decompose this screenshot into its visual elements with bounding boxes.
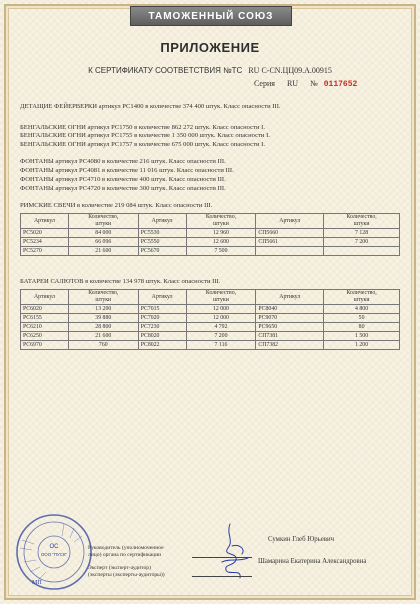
article-cell: РС6020 xyxy=(21,305,69,314)
quantity-cell: 80 xyxy=(324,323,400,332)
article-cell xyxy=(256,247,324,256)
column-header: Артикул xyxy=(138,290,186,305)
article-cell: РС5270 xyxy=(21,247,69,256)
table-row xyxy=(21,314,400,323)
table-row xyxy=(21,305,400,314)
series-value: RU xyxy=(286,79,299,88)
stamp-center-text: ООО "ПУСК" xyxy=(40,552,68,557)
series-line xyxy=(254,79,357,89)
quantity-cell: 50 xyxy=(324,314,400,323)
head-name: Сумкин Глеб Юрьевич xyxy=(268,536,335,543)
expert-signature-line xyxy=(192,576,252,577)
article-cell: РС5670 xyxy=(138,247,186,256)
series-label: Серия xyxy=(254,79,275,88)
line-fountain-3: ФОНТАНЫ артикул РС4710 в количестве 400 штук. Класс опасности III. xyxy=(20,176,226,183)
table-row xyxy=(21,323,400,332)
column-header: Количество, штуки xyxy=(324,290,400,305)
head-signature-line xyxy=(192,557,252,558)
table-row xyxy=(21,247,400,256)
quantity-cell: 66 096 xyxy=(68,238,138,247)
article-cell: РС5020 xyxy=(21,229,69,238)
line-fireworks: ДЕТАЩИЕ ФЕЙЕРВЕРКИ артикул РС1400 в количестве 374 400 штук. Класс опасности III. xyxy=(20,103,281,110)
expert-name: Шамарина Екатерина Александровна xyxy=(258,558,367,565)
line-fountain-2: ФОНТАНЫ артикул РС4081 в количестве 11 016 штук. Класс опасности III. xyxy=(20,167,234,174)
line-bengal-1: БЕНГАЛЬСКИЕ ОГНИ артикул РС1750 в количестве 862 272 штук. Класс опасности I. xyxy=(20,124,265,131)
quantity-cell: 7 500 xyxy=(186,247,256,256)
quantity-cell: 4 792 xyxy=(186,323,256,332)
article-cell: РС8040 xyxy=(256,305,324,314)
stamp-seal-icon xyxy=(14,512,94,592)
page-title: ПРИЛОЖЕНИЕ xyxy=(160,40,260,55)
certificate-reference xyxy=(0,66,420,75)
column-header: Артикул xyxy=(256,214,324,229)
quantity-cell: 4 800 xyxy=(324,305,400,314)
quantity-cell: 12 000 xyxy=(186,305,256,314)
quantity-cell: 1 500 xyxy=(324,332,400,341)
article-cell: РС5234 xyxy=(21,238,69,247)
article-cell: РС6970 xyxy=(21,341,69,350)
quantity-cell xyxy=(324,247,400,256)
quantity-cell: 13 200 xyxy=(68,305,138,314)
quantity-cell: 760 xyxy=(68,341,138,350)
quantity-cell: 39 880 xyxy=(68,314,138,323)
quantity-cell: 21 600 xyxy=(68,332,138,341)
article-cell: РС5550 xyxy=(138,238,186,247)
serial-no-label: № xyxy=(310,79,318,88)
article-cell: СП5660 xyxy=(256,229,324,238)
quantity-cell: 7 200 xyxy=(324,238,400,247)
article-cell: РС8022 xyxy=(138,341,186,350)
signature-icon xyxy=(208,518,258,588)
certificate-label: К СЕРТИФИКАТУ СООТВЕТСТВИЯ №ТС xyxy=(88,66,243,75)
quantity-cell: 12 000 xyxy=(186,314,256,323)
line-fountain-1: ФОНТАНЫ артикул РС4080 в количестве 216 штук. Класс опасности III. xyxy=(20,158,226,165)
quantity-cell: 84 000 xyxy=(68,229,138,238)
article-cell: СП7382 xyxy=(256,341,324,350)
quantity-cell: 7 128 xyxy=(324,229,400,238)
table-row xyxy=(21,341,400,350)
battery-heading: БАТАРЕИ САЛЮТОВ в количестве 134 978 штук. Класс опасности III. xyxy=(20,278,221,285)
article-cell: РС7230 xyxy=(138,323,186,332)
expert-title: Эксперт (эксперт-аудитор) (эксперты (эксперты-аудиторы)) xyxy=(88,565,165,578)
table-row xyxy=(21,332,400,341)
stamp-mp-text: МП xyxy=(32,580,42,586)
customs-union-banner: ТАМОЖЕННЫЙ СОЮЗ xyxy=(130,6,292,26)
serial-number: 0117652 xyxy=(323,80,358,89)
column-header: Артикул xyxy=(256,290,324,305)
line-bengal-3: БЕНГАЛЬСКИЕ ОГНИ артикул РС1757 в количестве 675 000 штук. Класс опасности I. xyxy=(20,141,265,148)
column-header: Количество, штуки xyxy=(68,290,138,305)
column-header: Количество, штуки xyxy=(186,214,256,229)
column-header: Количество, штуки xyxy=(324,214,400,229)
article-cell: РС7015 xyxy=(138,305,186,314)
table-row xyxy=(21,229,400,238)
stamp-top-text: ОС xyxy=(49,544,59,550)
column-header: Количество, штуки xyxy=(186,290,256,305)
column-header: Артикул xyxy=(21,214,69,229)
quantity-cell: 12 960 xyxy=(186,229,256,238)
quantity-cell: 7 116 xyxy=(186,341,256,350)
column-header: Артикул xyxy=(21,290,69,305)
battery-table xyxy=(20,289,400,350)
quantity-cell: 21 600 xyxy=(68,247,138,256)
article-cell: РС9070 xyxy=(256,314,324,323)
article-cell: РС5530 xyxy=(138,229,186,238)
article-cell: РС8020 xyxy=(138,332,186,341)
article-cell: РС9650 xyxy=(256,323,324,332)
quantity-cell: 28 800 xyxy=(68,323,138,332)
article-cell: СП5661 xyxy=(256,238,324,247)
column-header: Количество, штуки xyxy=(68,214,138,229)
quantity-cell: 1 200 xyxy=(324,341,400,350)
table-header-row xyxy=(21,290,400,305)
head-title: Руководитель (уполномоченное лицо) органа по сертификации xyxy=(88,545,164,558)
quantity-cell: 12 600 xyxy=(186,238,256,247)
roman-candles-table xyxy=(20,213,400,256)
certificate-number: RU C-CN.ЦЦ09.А.00915 xyxy=(248,66,332,75)
article-cell: СП7381 xyxy=(256,332,324,341)
table-header-row xyxy=(21,214,400,229)
roman-candles-heading: РИМСКИЕ СВЕЧИ в количестве 219 084 штук. Класс опасности III. xyxy=(20,202,213,209)
table-row xyxy=(21,238,400,247)
quantity-cell: 7 200 xyxy=(186,332,256,341)
article-cell: РС6210 xyxy=(21,323,69,332)
line-bengal-2: БЕНГАЛЬСКИЕ ОГНИ артикул РС1755 в количестве 1 350 000 штук. Класс опасности I. xyxy=(20,132,270,139)
line-fountain-4: ФОНТАНЫ артикул РС4720 в количестве 300 штук. Класс опасности III. xyxy=(20,185,226,192)
column-header: Артикул xyxy=(138,214,186,229)
article-cell: РС6155 xyxy=(21,314,69,323)
article-cell: РС6250 xyxy=(21,332,69,341)
article-cell: РС7020 xyxy=(138,314,186,323)
